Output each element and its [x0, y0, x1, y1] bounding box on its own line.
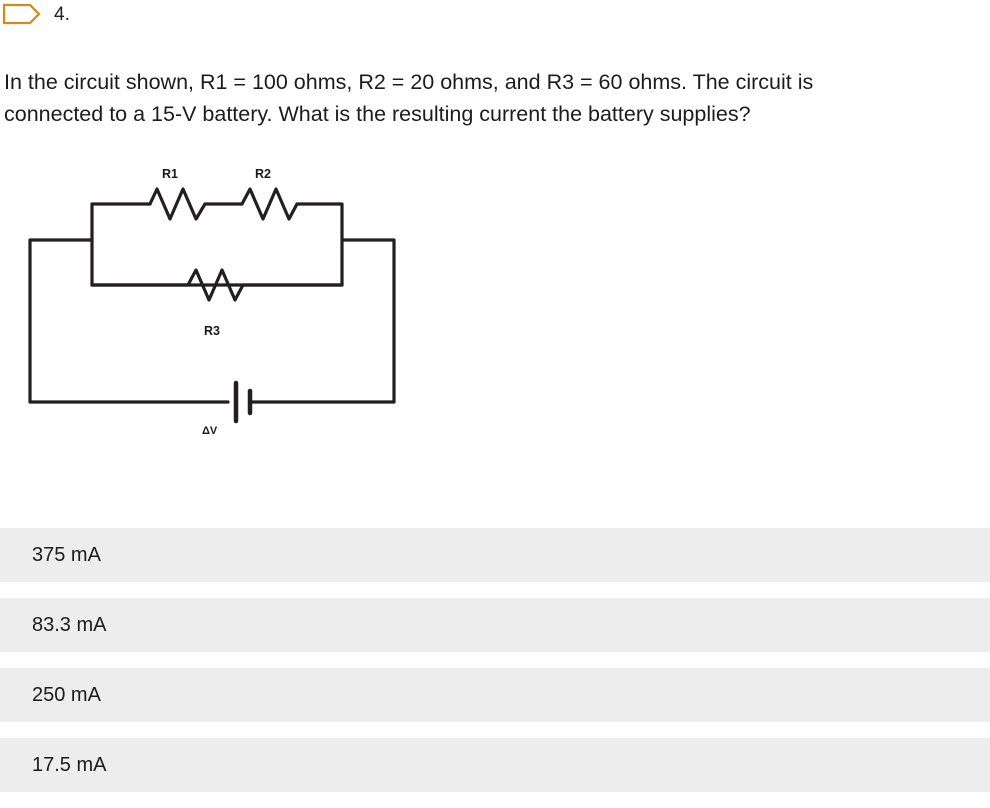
answer-choice-3[interactable] [0, 738, 990, 792]
question-text: In the circuit shown, R1 = 100 ohms, R2 = 20 ohms, and R3 = 60 ohms. The circuit is connected to a 15-V battery. What is the resulting current the battery supplies? [4, 70, 814, 126]
answer-choice-label: 250 mA [32, 683, 101, 706]
answer-choice-label: 83.3 mA [32, 613, 107, 636]
answer-choices [0, 528, 990, 808]
question-number: 4. [54, 3, 70, 25]
circuit-diagram [0, 155, 430, 445]
answer-choice-label: 17.5 mA [32, 753, 107, 776]
answer-choice-label: 375 mA [32, 543, 101, 566]
flag-outline-icon[interactable] [0, 0, 42, 28]
question-header [0, 0, 70, 28]
resistor-label-r1: R1 [162, 167, 178, 181]
resistor-label-r3: R3 [204, 324, 220, 338]
answer-choice-1[interactable] [0, 598, 990, 652]
resistor-label-r2: R2 [255, 167, 271, 181]
battery-label: ΔV [202, 425, 218, 437]
answer-choice-0[interactable] [0, 528, 990, 582]
answer-choice-2[interactable] [0, 668, 990, 722]
